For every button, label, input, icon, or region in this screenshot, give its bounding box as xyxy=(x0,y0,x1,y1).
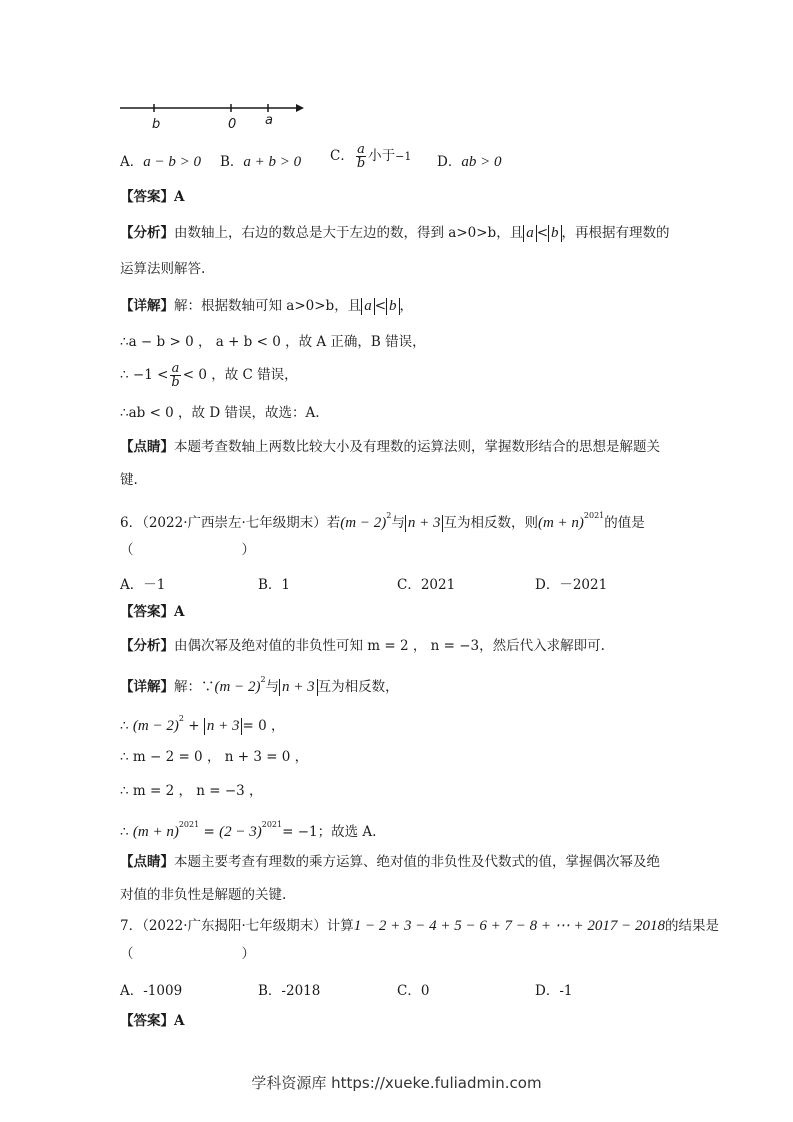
q5-option-d: D．ab > 0 xyxy=(437,154,502,170)
q6-detail-line4: ∴ m = 2 ， n = −3 ， xyxy=(120,783,263,799)
q5-detail-line4: ∴ab < 0 ，故 D 错误，故选：A. xyxy=(120,405,320,421)
q6-option-d: D．－2021 xyxy=(535,577,608,593)
q5-analysis-line2: 运算法则解答. xyxy=(120,261,206,277)
q6-detail-line3: ∴ m − 2 = 0 ， n + 3 = 0 ， xyxy=(120,749,309,765)
q5-detail-line3: ∴ −1 < $\frac{a}{b}$ < 0 ，故 C 错误， xyxy=(120,361,298,390)
q5-answer: 【答案】A xyxy=(120,189,185,205)
q5-option-b: B．a + b > 0 xyxy=(220,154,302,170)
q7-option-a: A．-1009 xyxy=(120,983,183,999)
q6-detail-line5: ∴ $(m + n)^{2021} = (2 - 3)^{2021}= -1$；故选 A. xyxy=(120,820,377,840)
q6-option-b: B．1 xyxy=(258,577,291,593)
q7-answer: 【答案】A xyxy=(120,1013,185,1029)
q6-option-a: A．－1 xyxy=(120,577,166,593)
q6-detail-line1: 【详解】解：∵(m − 2)$^2$与 n + 3 互为相反数， xyxy=(120,675,399,695)
q5-option-c: C． $\frac{a}{b}$ 小于−1 xyxy=(330,142,412,171)
page-footer: 学科资源库 https://xueke.fuliadmin.com xyxy=(251,1074,542,1092)
q6-comment-line2: 对值的非负性是解题的关键. xyxy=(120,887,287,903)
q7-stem-line2: （ ） xyxy=(120,946,255,962)
numberline-label-a: a xyxy=(265,113,273,128)
q7-option-c: C．0 xyxy=(397,983,430,999)
q7-option-b: B．-2018 xyxy=(258,983,321,999)
q5-option-a: A．a − b > 0 xyxy=(120,154,201,170)
q7-option-d: D．-1 xyxy=(535,983,573,999)
q6-option-c: C．2021 xyxy=(397,577,456,593)
q6-answer: 【答案】A xyxy=(120,604,185,620)
q7-stem-line1: 7．（2022·广东揭阳·七年级期末）计算1 − 2 + 3 − 4 + 5 − 6 + 7 − 8 + ⋯ + 2017 − 2018的结果是 xyxy=(120,918,720,934)
q6-stem-line1: 6．（2022·广西崇左·七年级期末）若$(m - 2)^2$与 n + 3 互为相反数，则$(m + n)^{2021}$的值是 xyxy=(120,511,645,531)
q6-comment-line1: 【点睛】本题主要考查有理数的乘方运算、绝对值的非负性及代数式的值，掌握偶次幂及绝 xyxy=(120,854,660,870)
q5-comment-line2: 键. xyxy=(120,472,138,488)
q5-detail-line1: 【详解】解：根据数轴可知 a>0>b，且 a < b ， xyxy=(120,298,414,314)
q5-detail-line2: ∴a − b > 0 ， a + b < 0 ，故 A 正确，B 错误， xyxy=(120,334,426,350)
number-line xyxy=(118,98,308,120)
q6-stem-line2: （ ） xyxy=(120,542,255,558)
q6-detail-line2: ∴ $(m - 2)^2 + n + 3 = 0$ ， xyxy=(120,714,285,734)
q5-analysis-line1: 【分析】由数轴上，右边的数总是大于左边的数，得到 a>0>b，且 a < b ，再根据有理数的 xyxy=(120,225,670,241)
numberline-label-b: b xyxy=(152,117,161,132)
q5-comment-line1: 【点睛】本题考查数轴上两数比较大小及有理数的运算法则，掌握数形结合的思想是解题关 xyxy=(120,439,660,455)
numberline-label-zero: 0 xyxy=(228,117,237,132)
q6-analysis: 【分析】由偶次幂及绝对值的非负性可知 m = 2 ， n = −3，然后代入求解即可. xyxy=(120,638,605,654)
